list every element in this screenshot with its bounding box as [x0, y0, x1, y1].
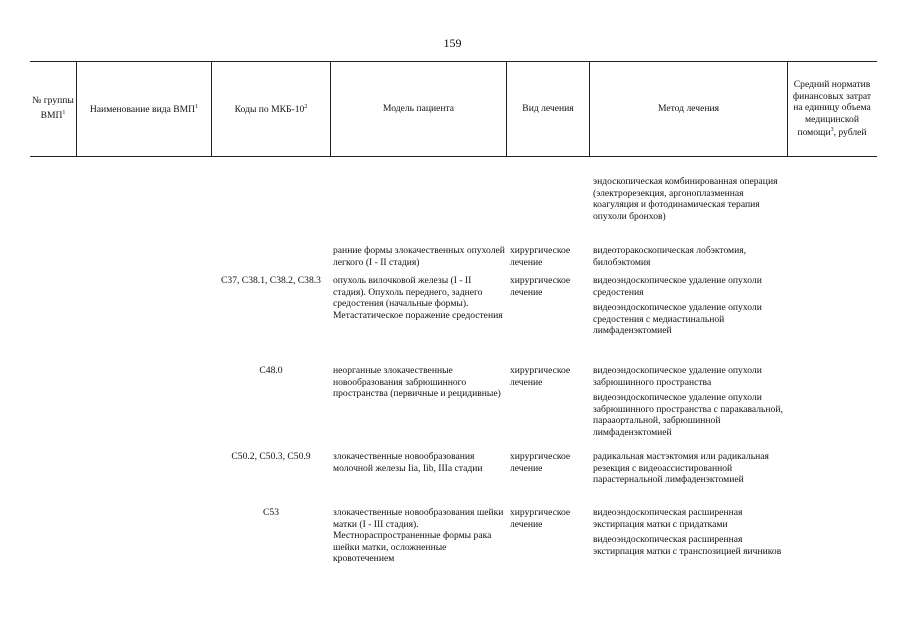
treatment-method: видеоэндоскопическая расширенная экстирпация матки с придатками — [593, 507, 743, 530]
treatment-type: хирургическое лечение — [510, 507, 571, 530]
treatment-method: радикальная мастэктомия или радикальная резекция с видеоассистированной парастернальной лимфаденэктомией — [593, 451, 769, 486]
header-treatment-type-text: Вид лечения — [522, 103, 574, 114]
header-cost-norm-unit: , рублей — [833, 127, 867, 139]
table-row — [593, 365, 785, 439]
header-treatment-method — [590, 61, 787, 157]
header-treatment-method-text: Метод лечения — [657, 103, 720, 114]
mkb-code: C50.2, C50.3, C50.9 — [231, 451, 311, 462]
footnote-mark: 1 — [62, 110, 66, 117]
patient-model: ранние формы злокачественных опухолей легкого (I - II стадия) — [333, 245, 505, 268]
treatment-method: видеоэндоскопическое удаление опухоли средостения с медиастинальной лимфаденэктомией — [593, 302, 762, 337]
mkb-code: C37, C38.1, C38.2, C38.3 — [221, 275, 321, 286]
treatment-method: видеоэндоскопическое удаление опухоли забрюшинного пространства — [593, 365, 762, 388]
footnote-mark: 3 — [830, 127, 834, 134]
patient-model: злокачественные новообразования молочной железы Iia, Iib, IIIa стадии — [333, 451, 483, 474]
treatment-method: видеоторакоскопическая лобэктомия, билобэктомия — [593, 245, 747, 268]
header-cost-norm-text: Средний норматив финансовых затрат на единицу объема медицинской помощи — [792, 79, 872, 139]
treatment-type: хирургическое лечение — [510, 245, 571, 268]
treatment-method: видеоэндоскопическое удаление опухоли забрюшинного пространства с паракавальной, парааортальной, забрюшинной лимфаденэктомией — [593, 392, 783, 438]
footnote-mark: 1 — [195, 104, 199, 111]
patient-model: опухоль вилочковой железы (I - II стадия). Опухоль переднего, заднего средостения (начальные формы). Метастатическое поражение средостения — [333, 275, 503, 321]
treatment-type: хирургическое лечение — [510, 365, 571, 388]
footnote-mark: 2 — [304, 104, 308, 111]
table-row — [593, 507, 785, 557]
header-vmp-name — [77, 61, 211, 157]
treatment-method: эндоскопическая комбинированная операция (электрорезекция, аргоноплазменная коагуляция и фотодинамическая терапия опухоли бронхов) — [593, 176, 778, 222]
page-number: 159 — [443, 36, 462, 50]
table-row — [593, 245, 785, 268]
treatment-method: видеоэндоскопическое удаление опухоли средостения — [593, 275, 762, 298]
header-patient-model-text: Модель пациента — [382, 103, 455, 114]
treatment-type: хирургическое лечение — [510, 275, 571, 298]
header-mkb-codes — [212, 61, 330, 157]
header-patient-model — [331, 61, 506, 157]
header-group-no-text: № группы ВМП — [32, 95, 74, 122]
header-vmp-name-text: Наименование вида ВМП — [89, 104, 196, 116]
treatment-method: видеоэндоскопическая расширенная экстирпация матки с транспозицией яичников — [593, 534, 782, 557]
patient-model: неорганные злокачественные новообразования забрюшинного пространства (первичные и рецидивные) — [333, 365, 501, 400]
mkb-code: C48.0 — [259, 365, 283, 376]
header-mkb-codes-text: Коды по МКБ-10 — [234, 104, 305, 116]
table-row — [593, 451, 785, 486]
treatment-type: хирургическое лечение — [510, 451, 571, 474]
table-row — [593, 176, 785, 222]
patient-model: злокачественные новообразования шейки матки (I - III стадия). Местнораспространенные формы рака шейки матки, осложненные кровотечением — [333, 507, 504, 565]
header-group-no — [30, 61, 76, 157]
table-row — [593, 275, 785, 337]
header-treatment-type — [507, 61, 589, 157]
header-cost-norm — [788, 61, 876, 157]
mkb-code: C53 — [263, 507, 279, 518]
